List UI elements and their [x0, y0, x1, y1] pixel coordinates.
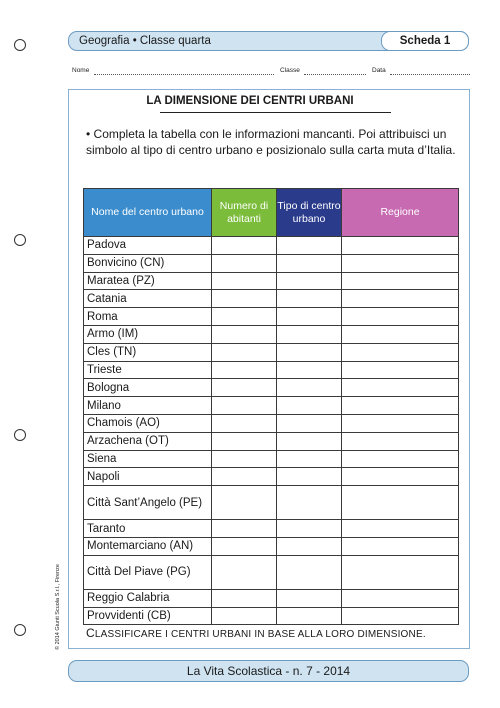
city-name-cell: Città Sant’Angelo (PE) [84, 486, 212, 520]
abitanti-cell[interactable] [212, 432, 277, 450]
abitanti-cell[interactable] [212, 343, 277, 361]
tipo-cell[interactable] [277, 272, 342, 290]
table-row [84, 325, 459, 343]
binder-hole [14, 39, 26, 51]
tipo-cell[interactable] [277, 414, 342, 432]
abitanti-cell[interactable] [212, 468, 277, 486]
abitanti-cell[interactable] [212, 237, 277, 255]
city-name-cell: Padova [84, 237, 212, 255]
table-header [84, 189, 459, 237]
nome-label: Nome [72, 67, 90, 74]
table-row [84, 361, 459, 379]
city-name-cell: Milano [84, 397, 212, 415]
tipo-cell[interactable] [277, 290, 342, 308]
table-row [84, 468, 459, 486]
abitanti-cell[interactable] [212, 290, 277, 308]
binder-hole [14, 624, 26, 636]
data-label: Data [372, 67, 386, 74]
abitanti-cell[interactable] [212, 486, 277, 520]
abitanti-cell[interactable] [212, 450, 277, 468]
regione-cell[interactable] [342, 361, 459, 379]
title-underline [160, 112, 391, 113]
abitanti-cell[interactable] [212, 272, 277, 290]
table-row [84, 607, 459, 625]
classe-label: Classe [280, 67, 300, 74]
page-title: LA DIMENSIONE DEI CENTRI URBANI [146, 95, 354, 107]
abitanti-cell[interactable] [212, 379, 277, 397]
regione-cell[interactable] [342, 379, 459, 397]
regione-cell[interactable] [342, 414, 459, 432]
table-row [84, 589, 459, 607]
city-name-cell: Città Del Piave (PG) [84, 555, 212, 589]
classe-field[interactable] [304, 74, 366, 75]
subject-label: Geografia • Classe quarta [79, 35, 211, 47]
tipo-cell[interactable] [277, 450, 342, 468]
table-row [84, 432, 459, 450]
city-name-cell: Maratea (PZ) [84, 272, 212, 290]
regione-cell[interactable] [342, 272, 459, 290]
regione-cell[interactable] [342, 237, 459, 255]
city-name-cell: Armo (IM) [84, 325, 212, 343]
tipo-cell[interactable] [277, 607, 342, 625]
tipo-cell[interactable] [277, 555, 342, 589]
table-row [84, 450, 459, 468]
city-name-cell: Montemarciano (AN) [84, 537, 212, 555]
table-row [84, 397, 459, 415]
city-name-cell: Catania [84, 290, 212, 308]
tipo-cell[interactable] [277, 254, 342, 272]
regione-cell[interactable] [342, 537, 459, 555]
tipo-cell[interactable] [277, 486, 342, 520]
tipo-cell[interactable] [277, 361, 342, 379]
footer-bar: La Vita Scolastica - n. 7 - 2014 [68, 660, 469, 682]
city-name-cell: Bonvicino (CN) [84, 254, 212, 272]
header-abitanti: Numero di abitanti [212, 189, 277, 237]
header-nome: Nome del centro urbano [84, 189, 212, 237]
abitanti-cell[interactable] [212, 308, 277, 326]
table-row [84, 414, 459, 432]
abitanti-cell[interactable] [212, 397, 277, 415]
city-name-cell: Taranto [84, 520, 212, 538]
abitanti-cell[interactable] [212, 325, 277, 343]
tipo-cell[interactable] [277, 379, 342, 397]
city-name-cell: Provvidenti (CB) [84, 607, 212, 625]
regione-cell[interactable] [342, 468, 459, 486]
city-name-cell: Bologna [84, 379, 212, 397]
regione-cell[interactable] [342, 397, 459, 415]
regione-cell[interactable] [342, 486, 459, 520]
regione-cell[interactable] [342, 308, 459, 326]
regione-cell[interactable] [342, 325, 459, 343]
regione-cell[interactable] [342, 432, 459, 450]
city-name-cell: Reggio Calabria [84, 589, 212, 607]
table-row [84, 290, 459, 308]
tipo-cell[interactable] [277, 468, 342, 486]
regione-cell[interactable] [342, 607, 459, 625]
tipo-cell[interactable] [277, 343, 342, 361]
table-row [84, 537, 459, 555]
abitanti-cell[interactable] [212, 254, 277, 272]
abitanti-cell[interactable] [212, 414, 277, 432]
city-name-cell: Arzachena (OT) [84, 432, 212, 450]
abitanti-cell[interactable] [212, 589, 277, 607]
regione-cell[interactable] [342, 343, 459, 361]
tipo-cell[interactable] [277, 589, 342, 607]
tipo-cell[interactable] [277, 432, 342, 450]
regione-cell[interactable] [342, 450, 459, 468]
binder-hole [14, 429, 26, 441]
header-regione: Regione [342, 189, 459, 237]
header-bar [68, 31, 469, 51]
regione-cell[interactable] [342, 589, 459, 607]
abitanti-cell[interactable] [212, 520, 277, 538]
cities-table [83, 188, 459, 625]
abitanti-cell[interactable] [212, 537, 277, 555]
data-field[interactable] [390, 74, 470, 75]
table-row [84, 343, 459, 361]
regione-cell[interactable] [342, 520, 459, 538]
copyright: © 2014 Giunti Scuola S.r.l., Firenze [55, 564, 61, 650]
tipo-cell[interactable] [277, 397, 342, 415]
table-row [84, 555, 459, 589]
tipo-cell[interactable] [277, 237, 342, 255]
city-name-cell: Chamois (AO) [84, 414, 212, 432]
classification-note: CLASSIFICARE I CENTRI URBANI IN BASE ALLA LORO DIMENSIONE. [86, 626, 426, 640]
regione-cell[interactable] [342, 555, 459, 589]
city-name-cell: Napoli [84, 468, 212, 486]
header-tipo: Tipo di centro urbano [277, 189, 342, 237]
city-name-cell: Cles (TN) [84, 343, 212, 361]
table-row [84, 486, 459, 520]
sheet-label: Scheda 1 [381, 31, 469, 51]
binder-hole [14, 234, 26, 246]
city-name-cell: Trieste [84, 361, 212, 379]
table-row [84, 520, 459, 538]
tipo-cell[interactable] [277, 325, 342, 343]
abitanti-cell[interactable] [212, 361, 277, 379]
table-row [84, 308, 459, 326]
city-name-cell: Siena [84, 450, 212, 468]
table-row [84, 272, 459, 290]
tipo-cell[interactable] [277, 520, 342, 538]
abitanti-cell[interactable] [212, 607, 277, 625]
regione-cell[interactable] [342, 254, 459, 272]
table-row [84, 254, 459, 272]
tipo-cell[interactable] [277, 537, 342, 555]
tipo-cell[interactable] [277, 308, 342, 326]
table-row [84, 379, 459, 397]
city-name-cell: Roma [84, 308, 212, 326]
nome-field[interactable] [94, 74, 274, 75]
instructions: • Completa la tabella con le informazioni mancanti. Poi attribuisci un simbolo al tipo di centro urbano e posizionalo sulla carta muta d’Italia. [86, 127, 456, 157]
table-row [84, 237, 459, 255]
regione-cell[interactable] [342, 290, 459, 308]
abitanti-cell[interactable] [212, 555, 277, 589]
